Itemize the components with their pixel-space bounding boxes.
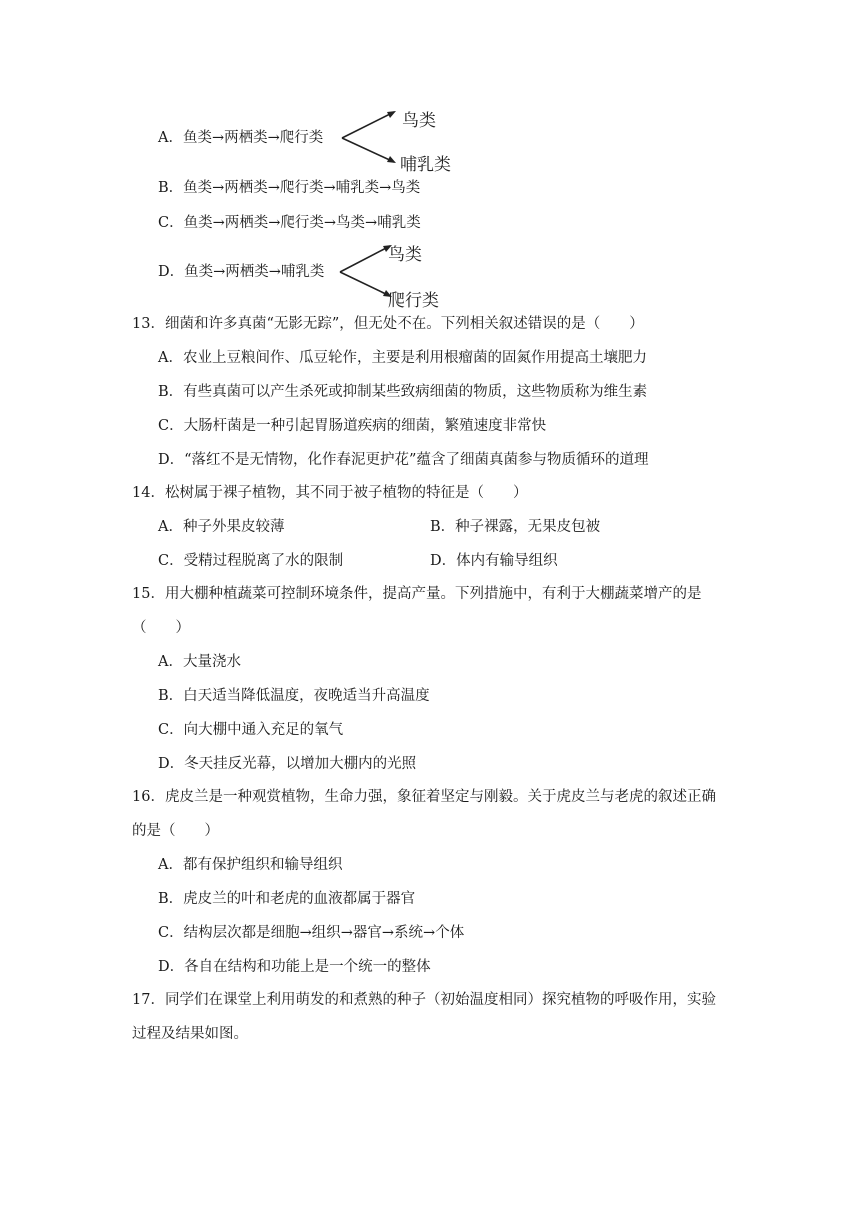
q14-option-b: B．种子裸露，无果皮包被 [430, 519, 601, 535]
q15-option-a: A．大量浇水 [158, 654, 241, 670]
q13-option-c: C．大肠杆菌是一种引起胃肠道疾病的细菌，繁殖速度非常快 [158, 418, 547, 434]
q17-stem-line2: 过程及结果如图。 [132, 1026, 248, 1042]
q16-option-d: D．各自在结构和功能上是一个统一的整体 [158, 959, 431, 975]
q12-option-d: D．鱼类→两栖类→哺乳类 [158, 264, 325, 280]
q12-option-a: A．鱼类→两栖类→爬行类 [158, 130, 324, 146]
q16-stem-line2: 的是（ ） [132, 823, 219, 839]
q13-option-a: A．农业上豆粮间作、瓜豆轮作，主要是利用根瘤菌的固氮作用提高土壤肥力 [158, 350, 647, 366]
branch-top-label: 鸟类 [388, 245, 422, 265]
q15-option-c: C．向大棚中通入充足的氧气 [158, 722, 344, 738]
q13-option-d: D．“落红不是无情物，化作春泥更护花”蕴含了细菌真菌参与物质循环的道理 [158, 452, 649, 468]
q13-stem: 13．细菌和许多真菌“无影无踪”，但无处不在。下列相关叙述错误的是（ ） [132, 316, 644, 332]
q12-option-b: B．鱼类→两栖类→爬行类→哺乳类→鸟类 [158, 180, 421, 196]
q15-option-d: D．冬天挂反光幕，以增加大棚内的光照 [158, 756, 417, 772]
q14-stem: 14．松树属于裸子植物，其不同于被子植物的特征是（ ） [132, 485, 528, 501]
q16-option-b: B．虎皮兰的叶和老虎的血液都属于器官 [158, 891, 416, 907]
q17-stem-line1: 17．同学们在课堂上利用萌发的和煮熟的种子（初始温度相同）探究植物的呼吸作用，实验 [132, 992, 716, 1008]
q12-option-c: C．鱼类→两栖类→爬行类→鸟类→哺乳类 [158, 215, 421, 231]
q16-option-c: C．结构层次都是细胞→组织→器官→系统→个体 [158, 925, 465, 941]
branch-arrows-icon [338, 104, 402, 172]
q12-option-a-branch-diagram [338, 104, 458, 175]
q14-option-a: A．种子外果皮较薄 [158, 519, 285, 535]
q15-stem-line2: （ ） [132, 620, 190, 636]
q16-option-a: A．都有保护组织和输导组织 [158, 857, 343, 873]
q14-option-c: C．受精过程脱离了水的限制 [158, 553, 344, 569]
q16-stem-line1: 16．虎皮兰是一种观赏植物，生命力强，象征着坚定与刚毅。关于虎皮兰与老虎的叙述正确 [132, 789, 716, 805]
q15-stem-line1: 15．用大棚种植蔬菜可控制环境条件，提高产量。下列措施中，有利于大棚蔬菜增产的是 [132, 586, 702, 602]
q14-option-d: D．体内有输导组织 [430, 553, 558, 569]
q12-option-d-branch-diagram [336, 238, 456, 311]
branch-top-label: 鸟类 [402, 111, 436, 131]
q13-option-b: B．有些真菌可以产生杀死或抑制某些致病细菌的物质，这些物质称为维生素 [158, 384, 648, 400]
branch-bottom-label: 爬行类 [388, 291, 439, 311]
branch-bottom-label: 哺乳类 [400, 155, 451, 175]
q15-option-b: B．白天适当降低温度，夜晚适当升高温度 [158, 688, 430, 704]
